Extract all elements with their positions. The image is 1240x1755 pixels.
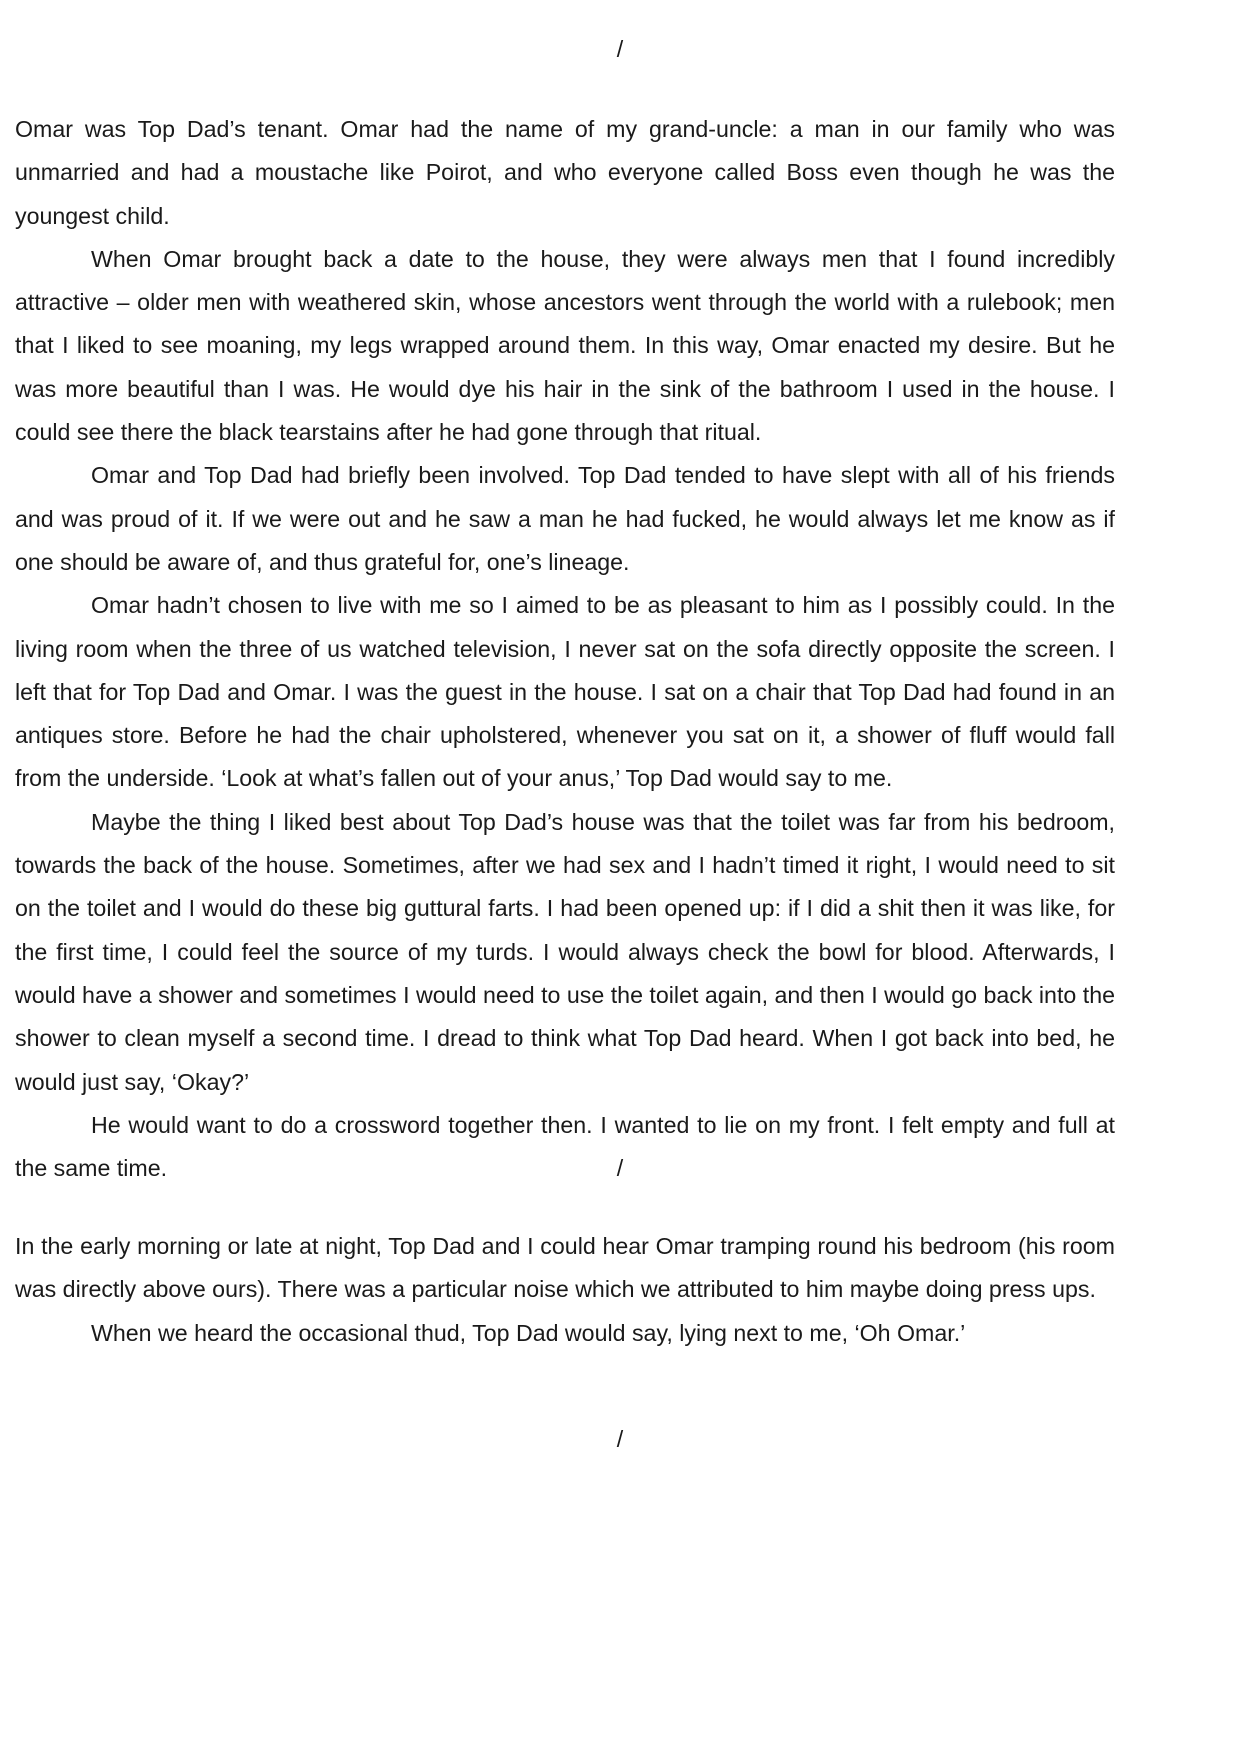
section-divider-top: / (616, 36, 624, 62)
paragraph: He would want to do a crossword together then. I wanted to lie on my front. I felt empty and full at the same time. (15, 1111, 1115, 1182)
section-omar-tenant (15, 108, 1115, 1190)
paragraph: When we heard the occasional thud, Top Dad would say, lying next to me, ‘Oh Omar.’ (91, 1319, 966, 1346)
paragraph: Omar and Top Dad had briefly been involved. Top Dad tended to have slept with all of his friends and was proud of it. If we were out and he saw a man he had fucked, he would always let me know as if one should be aware of, and thus grateful for, one’s lineage. (15, 462, 1115, 575)
paragraph: Omar was Top Dad’s tenant. Omar had the name of my grand-uncle: a man in our family who was unmarried and had a moustache like Poirot, and who everyone called Boss even though he was the youngest child. (15, 116, 1115, 229)
paragraph: Maybe the thing I liked best about Top Dad’s house was that the toilet was far from his bedroom, towards the back of the house. Sometimes, after we had sex and I hadn’t timed it right, I would need to sit on the toilet and I would do these big guttural farts. I had been opened up: if I did a shit then it was like, for the first time, I could feel the source of my turds. I would always check the bowl for blood. Afterwards, I would have a shower and sometimes I would need to use the toilet again, and then I would go back into the shower to clean myself a second time. I dread to think what Top Dad heard. When I got back into bed, he would just say, ‘Okay?’ (15, 808, 1115, 1095)
section-divider-bottom: / (616, 1426, 624, 1452)
section-divider-middle: / (616, 1155, 624, 1181)
paragraph: Omar hadn’t chosen to live with me so I aimed to be as pleasant to him as I possibly could. In the living room when the three of us watched television, I never sat on the sofa directly opposite the screen. I left that for Top Dad and Omar. I was the guest in the house. I sat on a chair that Top Dad had found in an antiques store. Before he had the chair upholstered, whenever you sat on it, a shower of fluff would fall from the underside. ‘Look at what’s fallen out of your anus,’ Top Dad would say to me. (15, 592, 1115, 792)
section-omar-bedroom (15, 1225, 1115, 1355)
paragraph: When Omar brought back a date to the house, they were always men that I found incredibly attractive – older men with weathered skin, whose ancestors went through the world with a rulebook; men that I liked to see moaning, my legs wrapped around them. In this way, Omar enacted my desire. But he was more beautiful than I was. He would dye his hair in the sink of the bathroom I used in the house. I could see there the black tearstains after he had gone through that ritual. (15, 245, 1115, 446)
paragraph: In the early morning or late at night, Top Dad and I could hear Omar tramping round his bedroom (his room was directly above ours). There was a particular noise which we attributed to him maybe doing press ups. (15, 1233, 1115, 1303)
